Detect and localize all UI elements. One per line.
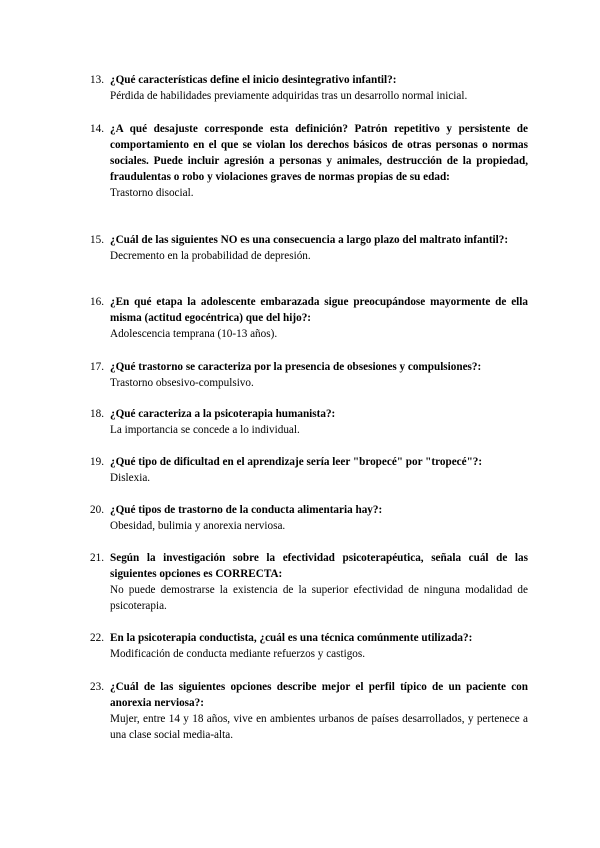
question-label: ¿Qué tipos de trastorno de la conducta alimentaria hay?: xyxy=(110,504,383,516)
answer-text: La importancia se concede a lo individual. xyxy=(110,424,300,436)
question-label: ¿Qué caracteriza a la psicoterapia humanista?: xyxy=(110,408,336,420)
question-label: ¿Cuál de las siguientes opciones describe mejor el perfil típico de un paciente con anorexia nerviosa?: xyxy=(110,681,528,709)
answer-text: Trastorno obsesivo-compulsivo. xyxy=(110,377,254,389)
question-number: 22. xyxy=(90,632,104,644)
question-item-17 xyxy=(90,359,528,391)
answer-text: Adolescencia temprana (10-13 años). xyxy=(110,328,278,340)
question-text xyxy=(90,294,528,326)
question-label: ¿En qué etapa la adolescente embarazada sigue preocupándose mayormente de ella misma (actitud egocéntrica) que del hijo?: xyxy=(110,296,528,324)
question-number: 16. xyxy=(90,296,104,308)
answer-text: Modificación de conducta mediante refuerzos y castigos. xyxy=(110,648,366,660)
question-item-14 xyxy=(90,121,528,201)
question-text xyxy=(90,72,528,88)
question-item-20 xyxy=(90,502,528,534)
question-item-16 xyxy=(90,294,528,342)
question-item-18 xyxy=(90,406,528,438)
question-number: 18. xyxy=(90,408,104,420)
question-item-22 xyxy=(90,630,528,662)
question-text xyxy=(90,121,528,185)
question-number: 21. xyxy=(90,552,104,564)
question-text xyxy=(90,630,528,646)
question-text xyxy=(90,406,528,422)
question-number: 14. xyxy=(90,123,104,135)
question-number: 20. xyxy=(90,504,104,516)
answer-text: Mujer, entre 14 y 18 años, vive en ambientes urbanos de países desarrollados, y pertenece a una clase social media-alta. xyxy=(110,713,528,741)
question-number: 23. xyxy=(90,681,104,693)
question-label: En la psicoterapia conductista, ¿cuál es una técnica comúnmente utilizada?: xyxy=(110,632,473,644)
question-item-13 xyxy=(90,72,528,104)
question-item-15 xyxy=(90,232,528,264)
question-text xyxy=(90,359,528,375)
question-number: 17. xyxy=(90,361,104,373)
question-label: ¿Qué características define el inicio desintegrativo infantil?: xyxy=(110,74,397,86)
question-item-19 xyxy=(90,454,528,486)
answer-text: Obesidad, bulimia y anorexia nerviosa. xyxy=(110,520,286,532)
question-label: ¿Qué tipo de dificultad en el aprendizaje sería leer "bropecé" por "tropecé"?: xyxy=(110,456,483,468)
answer-text: Trastorno disocial. xyxy=(110,187,194,199)
question-text xyxy=(90,502,528,518)
question-text xyxy=(90,550,528,582)
answer-text: Decremento en la probabilidad de depresión. xyxy=(110,250,311,262)
answer-text: Dislexia. xyxy=(110,472,151,484)
question-label: ¿Qué trastorno se caracteriza por la presencia de obsesiones y compulsiones?: xyxy=(110,361,482,373)
question-number: 15. xyxy=(90,234,104,246)
question-number: 13. xyxy=(90,74,104,86)
question-label: Según la investigación sobre la efectividad psicoterapéutica, señala cuál de las siguientes opciones es CORRECTA: xyxy=(110,552,528,580)
question-item-23 xyxy=(90,679,528,743)
question-item-21 xyxy=(90,550,528,614)
answer-text: No puede demostrarse la existencia de la superior efectividad de ninguna modalidad de psicoterapia. xyxy=(110,584,528,612)
question-text xyxy=(90,232,528,248)
answer-text: Pérdida de habilidades previamente adquiridas tras un desarrollo normal inicial. xyxy=(110,90,468,102)
question-label: ¿Cuál de las siguientes NO es una consecuencia a largo plazo del maltrato infantil?: xyxy=(110,234,509,246)
question-text xyxy=(90,679,528,711)
question-number: 19. xyxy=(90,456,104,468)
question-label: ¿A qué desajuste corresponde esta definición? Patrón repetitivo y persistente de comportamiento en el que se violan los derechos básicos de otras personas o normas sociales. Puede incluir agresión a personas y animales, destrucción de la propiedad, fraudulentas o robo y violaciones graves de normas propias de su edad: xyxy=(110,123,528,183)
question-text xyxy=(90,454,528,470)
